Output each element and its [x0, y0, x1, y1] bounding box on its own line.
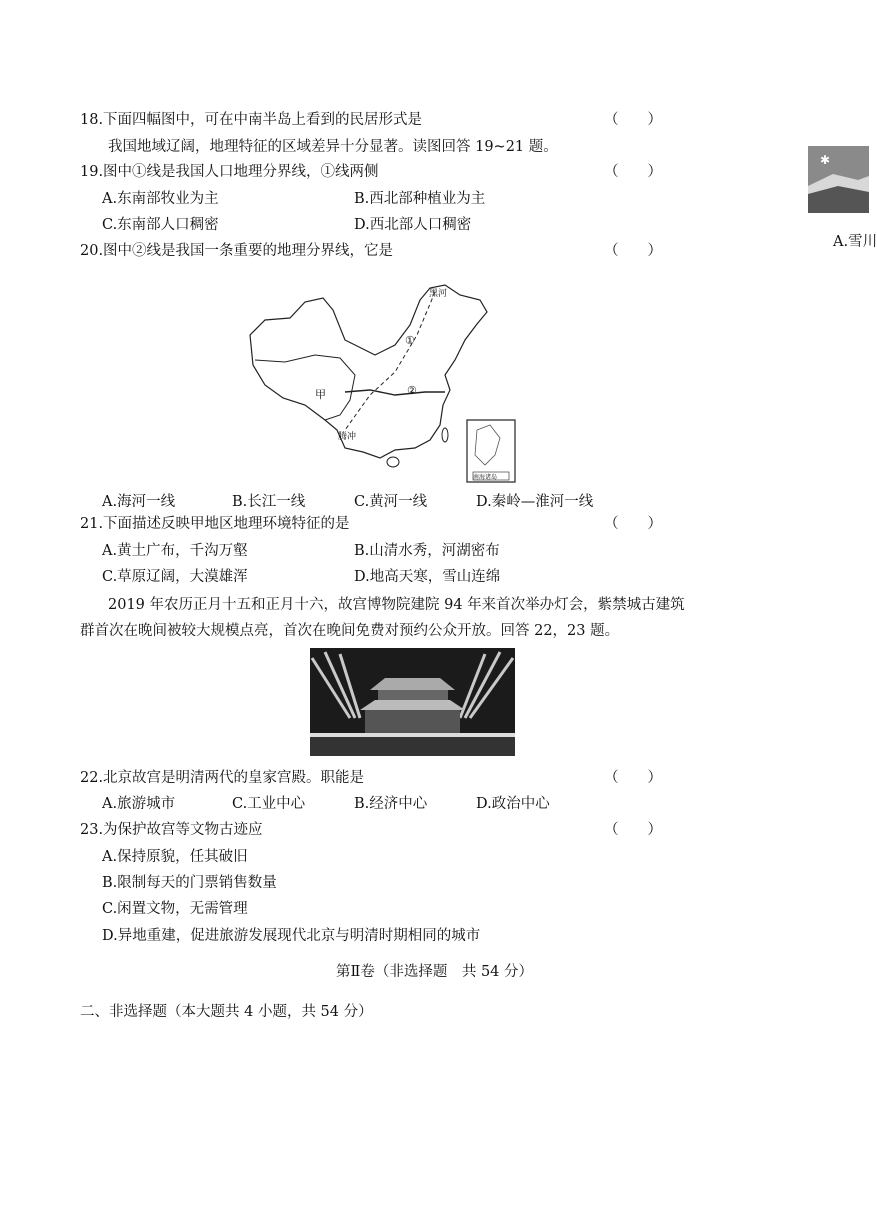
- q21-option-b: B.山清水秀，河湖密布: [354, 543, 500, 559]
- q19-option-b: B.西北部种植业为主: [354, 191, 486, 207]
- map-label-tengchong: 腾冲: [338, 432, 357, 442]
- q23-option-a: A.保持原貌，任其破旧: [102, 849, 248, 865]
- intro-19-21: 我国地域辽阔，地理特征的区域差异十分显著。读图回答 19~21 题。: [108, 139, 558, 155]
- china-map: [245, 280, 525, 485]
- q23-option-c: C.闲置文物，无需管理: [102, 901, 248, 917]
- q22-text: 22.北京故宫是明清两代的皇家宫殿。职能是: [80, 770, 365, 786]
- q19-text: 19.图中①线是我国人口地理分界线，①线两侧: [80, 164, 379, 180]
- svg-text:✱: ✱: [820, 153, 831, 167]
- q23-text: 23.为保护故宫等文物古迹应: [80, 822, 263, 838]
- side-photo-snow: [808, 146, 869, 213]
- q22-option-c: C.工业中心: [232, 796, 306, 812]
- q19-option-c: C.东南部人口稠密: [102, 217, 219, 233]
- map-label-line1: ①: [405, 334, 415, 347]
- q20-option-b: B.长江一线: [232, 494, 306, 510]
- forbidden-city-photo: [310, 648, 515, 756]
- q22-option-a: A.旅游城市: [102, 796, 176, 812]
- q20-option-a: A.海河一线: [102, 494, 176, 510]
- intro-22-23-line2: 群首次在晚间被较大规模点亮，首次在晚间免费对预约公众开放。回答 22，23 题。: [80, 623, 620, 639]
- q18-answer-paren: （ ）: [604, 112, 662, 128]
- q21-answer-paren: （ ）: [604, 516, 662, 532]
- side-photo-caption: A.雪川: [833, 234, 877, 250]
- q20-answer-paren: （ ）: [604, 243, 662, 259]
- q22-option-b: B.经济中心: [354, 796, 428, 812]
- map-label-jia: 甲: [315, 388, 326, 401]
- q20-option-c: C.黄河一线: [354, 494, 428, 510]
- q22-answer-paren: （ ）: [604, 770, 662, 786]
- q21-option-a: A.黄土广布，千沟万壑: [102, 543, 248, 559]
- q18-text: 18.下面四幅图中，可在中南半岛上看到的民居形式是: [80, 112, 423, 128]
- q23-option-d: D.异地重建，促进旅游发展现代北京与明清时期相同的城市: [102, 928, 481, 944]
- q22-option-d: D.政治中心: [476, 796, 550, 812]
- q21-option-d: D.地高天寒，雪山连绵: [354, 569, 501, 585]
- q19-option-a: A.东南部牧业为主: [102, 191, 219, 207]
- q21-option-c: C.草原辽阔，大漠雄浑: [102, 569, 248, 585]
- q20-text: 20.图中②线是我国一条重要的地理分界线，它是: [80, 243, 394, 259]
- q21-text: 21.下面描述反映甲地区地理环境特征的是: [80, 516, 350, 532]
- map-label-line2: ②: [407, 384, 417, 397]
- q19-option-d: D.西北部人口稠密: [354, 217, 472, 233]
- q23-answer-paren: （ ）: [604, 822, 662, 838]
- section-2-heading: 二、非选择题（本大题共 4 小题，共 54 分）: [80, 1004, 373, 1020]
- q23-option-b: B.限制每天的门票销售数量: [102, 875, 277, 891]
- section-2-title: 第Ⅱ卷（非选择题 共 54 分）: [335, 964, 534, 980]
- intro-22-23-line1: 2019 年农历正月十五和正月十六，故宫博物院建院 94 年来首次举办灯会，紫禁城古建筑: [108, 597, 685, 613]
- map-label-heihe: 黑河: [429, 289, 448, 299]
- q20-option-d: D.秦岭—淮河一线: [476, 494, 594, 510]
- map-inset-label: 南海诸岛: [473, 474, 498, 481]
- q19-answer-paren: （ ）: [604, 164, 662, 180]
